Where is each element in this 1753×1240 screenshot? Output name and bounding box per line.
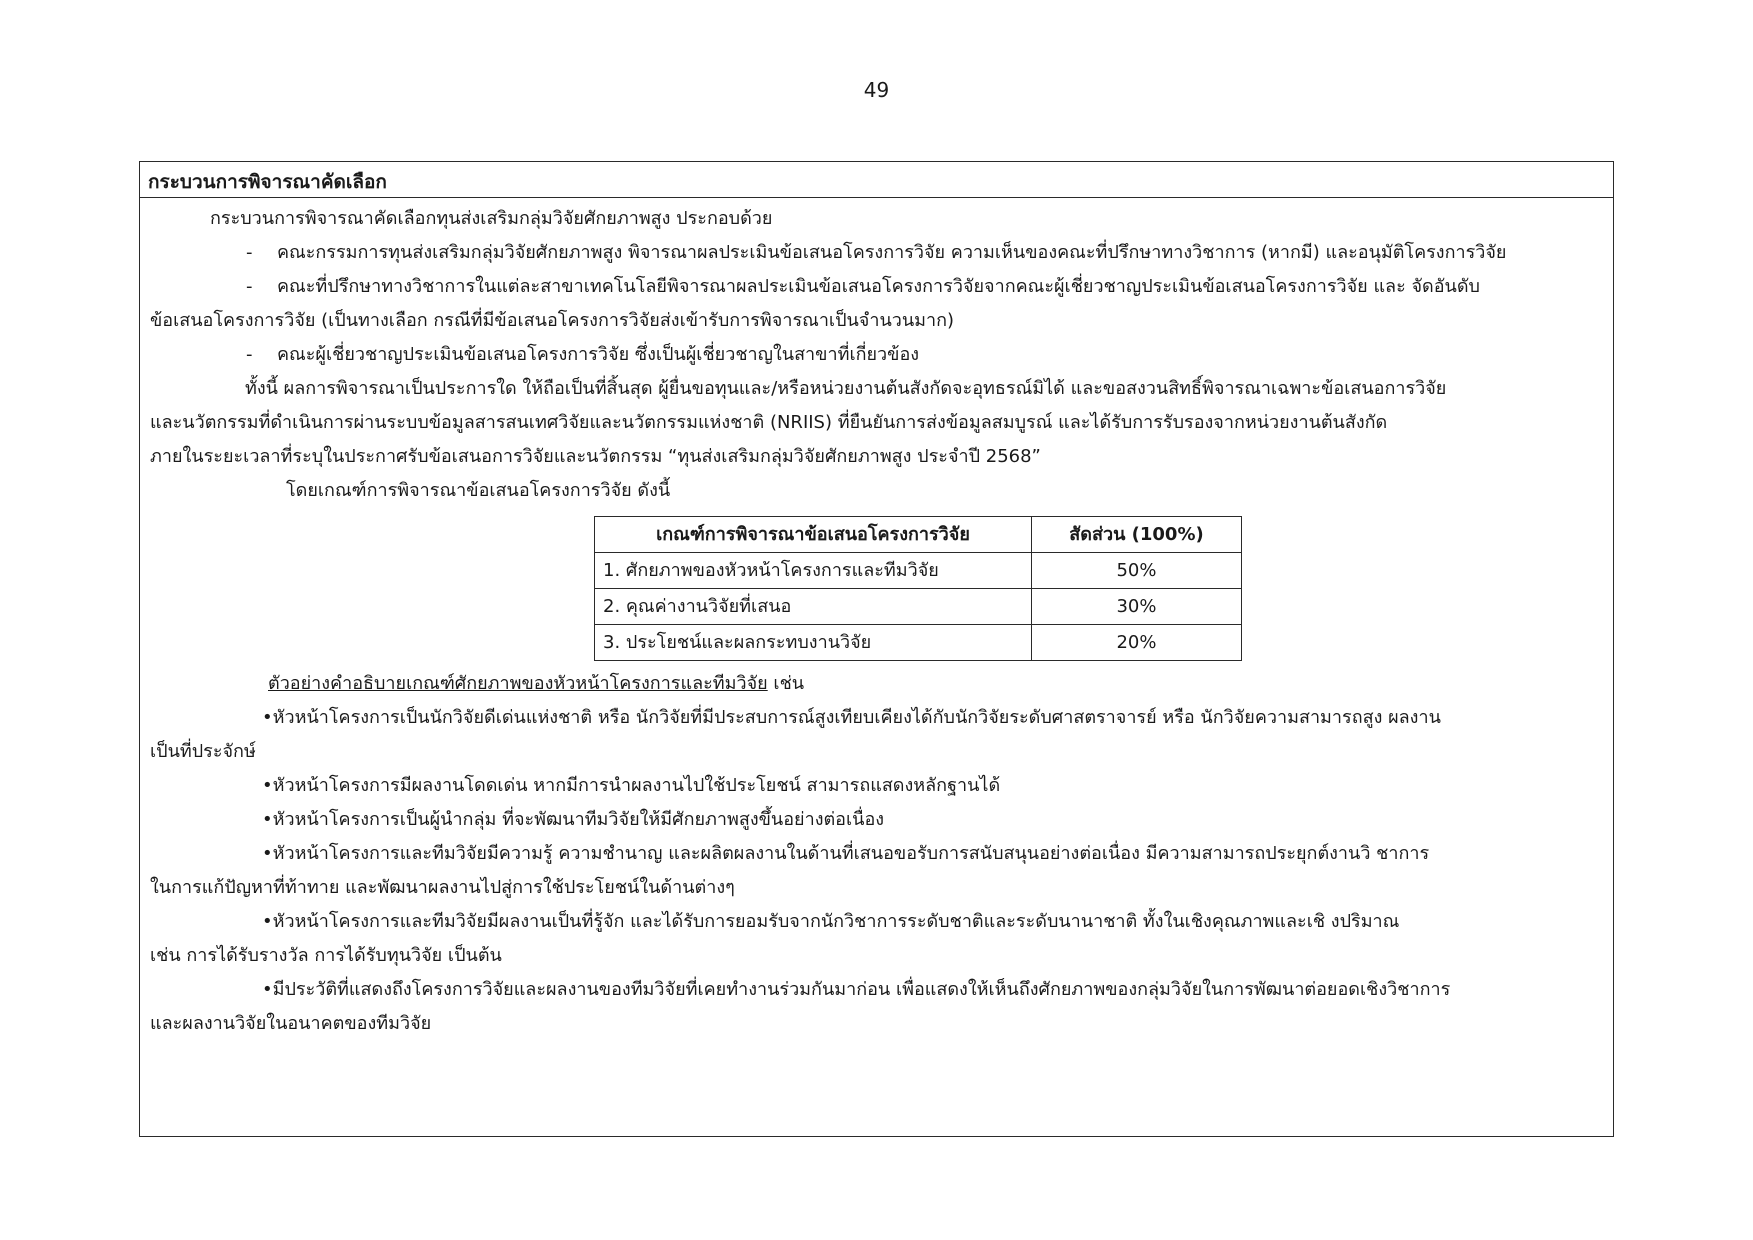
example-text-continued: และผลงานวิจัยในอนาคตของทีมวิจัย	[150, 1013, 432, 1034]
header-criteria: เกณฑ์การพิจารณาข้อเสนอโครงการวิจัย	[595, 517, 1032, 553]
committee-text-continued: ข้อเสนอโครงการวิจัย (เป็นทางเลือก กรณีที่มีข้อเสนอโครงการวิจัยส่งเข้ารับการพิจารณาเป็นจำนวนมาก)	[150, 310, 955, 331]
example-text: มีประวัติที่แสดงถึงโครงการวิจัยและผลงานของทีมวิจัยที่เคยทำงานร่วมกันมาก่อน เพื่อแสดงให้เห็นถึงศักยภาพของกลุ่มวิจัยในการพัฒนาต่อยอดเชิงวิชาการ	[272, 979, 1451, 1000]
table-row	[595, 625, 1242, 661]
example-item	[150, 837, 1603, 905]
bullet-marker: •	[262, 843, 273, 864]
example-text: หัวหน้าโครงการเป็นผู้นำกลุ่ม ที่จะพัฒนาทีมวิจัยให้มีศักยภาพสูงขึ้นอย่างต่อเนื่อง	[272, 809, 885, 830]
dash-marker: -	[246, 242, 253, 263]
example-item	[150, 769, 1603, 803]
committee-text: คณะผู้เชี่ยวชาญประเมินข้อเสนอโครงการวิจัย ซึ่งเป็นผู้เชี่ยวชาญในสาขาที่เกี่ยวข้อง	[277, 344, 920, 365]
committee-item	[150, 270, 1603, 338]
bullet-marker: •	[262, 775, 273, 796]
example-text: หัวหน้าโครงการและทีมวิจัยมีความรู้ ความชำนาญ และผลิตผลงานในด้านที่เสนอขอรับการสนับสนุนอย่างต่อเนื่อง มีความสามารถประยุกต์งานวิ ชาการ	[272, 843, 1430, 864]
selection-process-box	[139, 161, 1614, 1137]
dash-marker: -	[246, 276, 253, 297]
criterion-cell: 3. ประโยชน์และผลกระทบงานวิจัย	[595, 625, 1032, 661]
decision-line: และนวัตกรรมที่ดำเนินการผ่านระบบข้อมูลสารสนเทศวิจัยและนวัตกรรมแห่งชาติ (NRIIS) ที่ยืนยันการส่งข้อมูลสมบูรณ์ และได้รับการรับรองจากหน่วยงานต้นสังกัด	[150, 412, 1388, 433]
bullet-marker: •	[262, 979, 273, 1000]
table-header-row	[595, 517, 1242, 553]
table-row	[595, 589, 1242, 625]
example-text-continued: เช่น การได้รับรางวัล การได้รับทุนวิจัย เป็นต้น	[150, 945, 502, 966]
criterion-cell: 2. คุณค่างานวิจัยที่เสนอ	[595, 589, 1032, 625]
ratio-cell: 20%	[1032, 625, 1242, 661]
page-number: 49	[863, 78, 890, 102]
section-title: กระบวนการพิจารณาคัดเลือก	[140, 162, 1613, 198]
decision-paragraph	[150, 372, 1603, 474]
example-text: หัวหน้าโครงการมีผลงานโดดเด่น หากมีการนำผลงานไปใช้ประโยชน์ สามารถแสดงหลักฐานได้	[272, 775, 1001, 796]
criteria-table	[594, 516, 1242, 661]
example-item	[150, 905, 1603, 973]
table-row	[595, 553, 1242, 589]
dash-marker: -	[246, 344, 253, 365]
intro-paragraph: กระบวนการพิจารณาคัดเลือกทุนส่งเสริมกลุ่มวิจัยศักยภาพสูง ประกอบด้วย	[210, 208, 773, 229]
example-item	[150, 973, 1603, 1041]
example-text: หัวหน้าโครงการเป็นนักวิจัยดีเด่นแห่งชาติ หรือ นักวิจัยที่มีประสบการณ์สูงเทียบเคียงได้กับนักวิจัยระดับศาสตราจารย์ หรือ นักวิจัยความสามารถสูง ผลงาน	[272, 707, 1441, 728]
criteria-intro: โดยเกณฑ์การพิจารณาข้อเสนอโครงการวิจัย ดังนี้	[286, 480, 671, 501]
decision-line: ทั้งนี้ ผลการพิจารณาเป็นประการใด ให้ถือเป็นที่สิ้นสุด ผู้ยื่นขอทุนและ/หรือหน่วยงานต้นสังกัดจะอุทธรณ์มิได้ และขอสงวนสิทธิ์พิจารณาเฉพาะข้อเสนอการวิจัย	[245, 378, 1447, 399]
committee-text: คณะที่ปรึกษาทางวิชาการในแต่ละสาขาเทคโนโลยีพิจารณาผลประเมินข้อเสนอโครงการวิจัยจากคณะผู้เชี่ยวชาญประเมินข้อเสนอโครงการวิจัย และ จัดอันดับ	[277, 276, 1480, 297]
section-body	[140, 198, 1613, 1041]
ratio-cell: 50%	[1032, 553, 1242, 589]
ratio-cell: 30%	[1032, 589, 1242, 625]
bullet-marker: •	[262, 911, 273, 932]
example-text-continued: เป็นที่ประจักษ์	[150, 741, 256, 762]
committee-item	[150, 338, 1603, 372]
example-text: หัวหน้าโครงการและทีมวิจัยมีผลงานเป็นที่รู้จัก และได้รับการยอมรับจากนักวิชาการระดับชาติและระดับนานาชาติ ทั้งในเชิงคุณภาพและเชิ งปริมาณ	[272, 911, 1400, 932]
decision-line: ภายในระยะเวลาที่ระบุในประกาศรับข้อเสนอการวิจัยและนวัตกรรม “ทุนส่งเสริมกลุ่มวิจัยศักยภาพสูง ประจำปี 2568”	[150, 446, 1041, 467]
example-heading-text: ตัวอย่างคำอธิบายเกณฑ์ศักยภาพของหัวหน้าโครงการและทีมวิจัย	[268, 673, 768, 694]
criterion-cell: 1. ศักยภาพของหัวหน้าโครงการและทีมวิจัย	[595, 553, 1032, 589]
committee-text: คณะกรรมการทุนส่งเสริมกลุ่มวิจัยศักยภาพสูง พิจารณาผลประเมินข้อเสนอโครงการวิจัย ความเห็นของคณะที่ปรึกษาทางวิชาการ (หากมี) และอนุมัติโครงการวิจัย	[277, 242, 1507, 263]
example-heading-suffix: เช่น	[767, 673, 805, 694]
committee-item	[150, 236, 1603, 270]
bullet-marker: •	[262, 707, 273, 728]
example-item	[150, 701, 1603, 769]
header-ratio: สัดส่วน (100%)	[1032, 517, 1242, 553]
example-text-continued: ในการแก้ปัญหาที่ท้าทาย และพัฒนาผลงานไปสู่การใช้ประโยชน์ในด้านต่างๆ	[150, 877, 735, 898]
example-heading	[150, 667, 1603, 701]
bullet-marker: •	[262, 809, 273, 830]
example-item	[150, 803, 1603, 837]
